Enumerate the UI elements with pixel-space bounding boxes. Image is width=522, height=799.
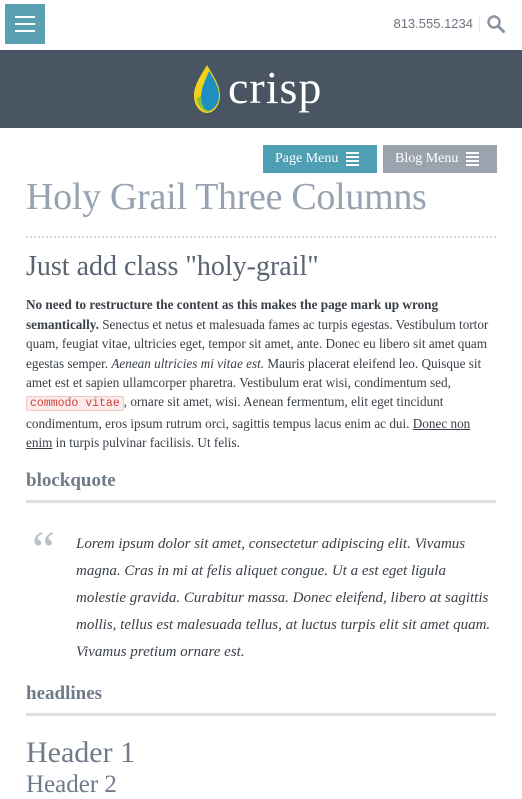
inline-code: commodo vitae [26, 396, 124, 411]
page-title: Holy Grail Three Columns [26, 176, 427, 218]
header-1-sample: Header 1 [26, 735, 136, 769]
quote-icon: “ [32, 521, 56, 579]
header-2-sample: Header 2 [26, 770, 117, 798]
section-rule [26, 713, 496, 716]
dotted-divider [26, 236, 496, 238]
main-content [26, 176, 496, 798]
para-link[interactable]: Donec non enim [26, 415, 471, 451]
hamburger-icon-line [15, 30, 35, 32]
site-logo[interactable] [192, 62, 342, 118]
section-rule [26, 500, 496, 503]
section-subtitle: Just add class "holy-grail" [26, 250, 319, 282]
topbar-divider [479, 15, 480, 33]
menu-buttons [263, 145, 497, 173]
para-strong: No need to restructure the content as this makes the page mark up wrong semantically. [26, 297, 439, 332]
intro-paragraph [26, 295, 496, 452]
blog-menu-label: Blog Menu [395, 151, 459, 166]
para-text-2: Mauris placerat eleifend leo. Quisque sit amet est et sapien ullamcorper pharetra. Vestibulum erat wisi, condimentum sed, [26, 355, 482, 390]
para-emphasis: Aenean ultricies mi vitae est. [111, 355, 265, 371]
phone-link[interactable]: 813.555.1234 [393, 16, 473, 31]
blog-menu-button[interactable] [383, 145, 497, 173]
search-icon[interactable] [486, 14, 506, 34]
headlines-heading: headlines [26, 682, 103, 704]
blockquote-heading: blockquote [26, 469, 116, 491]
logo-drop-icon [192, 63, 222, 117]
list-icon [466, 152, 479, 166]
hamburger-icon-line [15, 23, 35, 25]
para-text-4: in turpis pulvinar facilisis. Ut felis. [52, 435, 240, 451]
list-icon [346, 152, 359, 166]
page-menu-button[interactable] [263, 145, 377, 173]
top-bar [0, 0, 522, 50]
site-header [0, 50, 522, 128]
page-menu-label: Page Menu [275, 151, 339, 166]
logo-text: crisp [228, 62, 323, 113]
hamburger-menu-button[interactable] [5, 4, 45, 44]
para-text-3: , ornare sit amet, wisi. Aenean fermentum, elit eget tincidunt condimentum, eros ipsum rutrum orci, sagittis tempus lacus enim ac dui. [26, 394, 444, 431]
blockquote [26, 521, 496, 667]
blockquote-text: Lorem ipsum dolor sit amet, consectetur adipiscing elit. Vivamus magna. Cras in mi at felis aliquet congue. Ut a est eget ligula molestie gravida. Curabitur massa. Donec eleifend, libero at sagittis mollis, tellus est malesuada tellus, at luctus turpis elit sit amet quam. Vivamus pretium ornare est. [76, 535, 491, 661]
para-text-1: Senectus et netus et malesuada fames ac turpis egestas. Vestibulum tortor quam, feugiat vitae, ultricies eget, tempor sit amet, ante. Donec eu libero sit amet quam egestas semper. [26, 316, 489, 371]
hamburger-icon-line [15, 16, 35, 18]
